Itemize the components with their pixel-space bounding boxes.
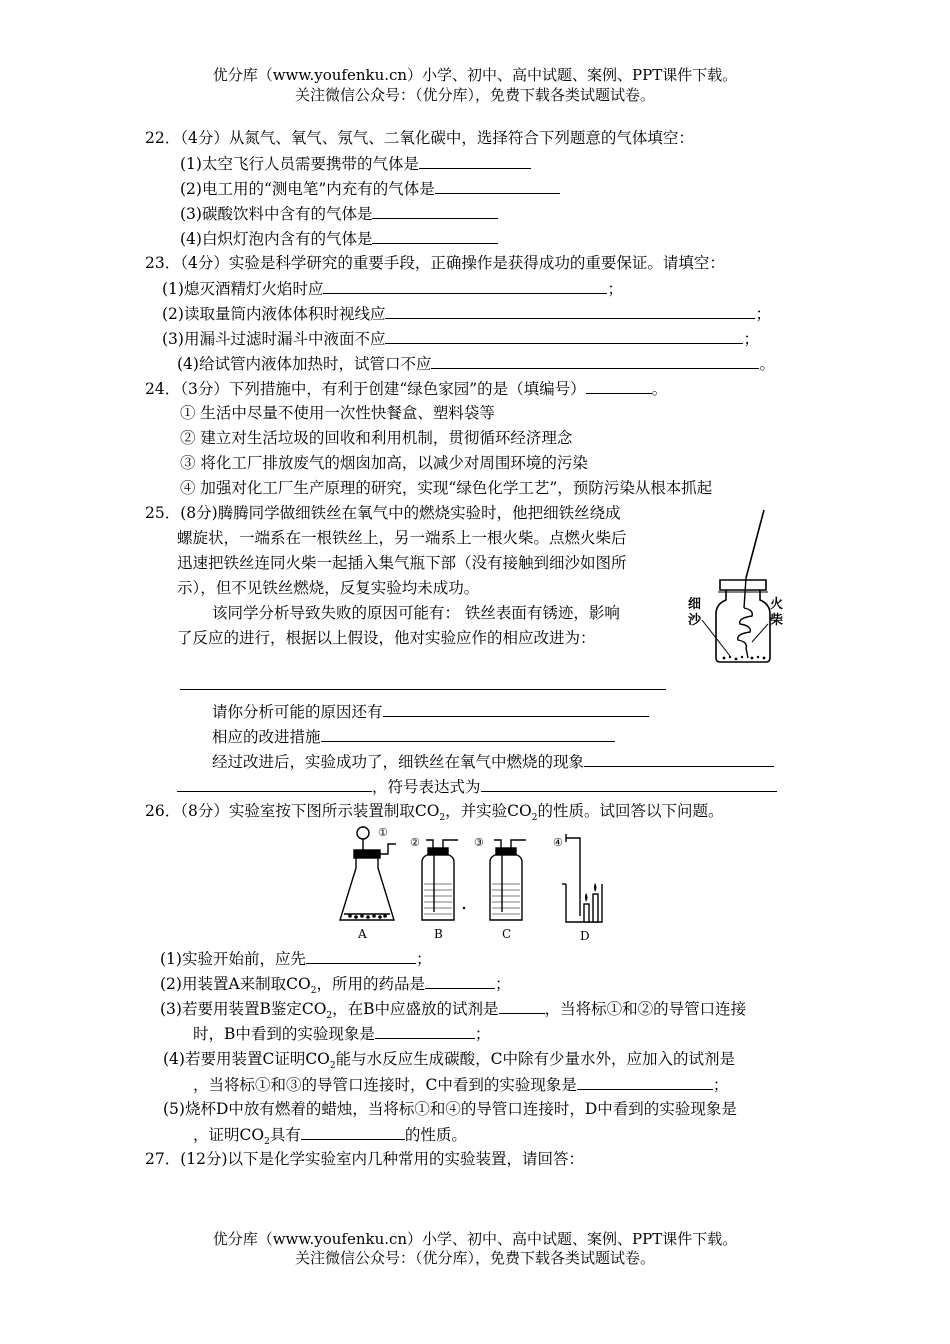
q26-stem-sub-1: 2 (439, 813, 446, 824)
q26-item-5: (5)烧杯D中放有燃着的蜡烛，当将标①和④的导管口连接时，D中看到的实验现象是 (163, 1100, 737, 1118)
port-1-label: ① (378, 826, 388, 839)
q25-line-5: 该同学分析导致失败的原因可能有： 铁丝表面有锈迹，影响 (212, 604, 620, 622)
q26-item-5-cont (193, 1124, 467, 1152)
q23-item-2-text: (2)读取量筒内液体体积时视线应 (162, 305, 386, 323)
q26-item-4-cont (193, 1074, 728, 1095)
q22-blank-4[interactable] (372, 228, 498, 244)
q23-item-4 (177, 353, 775, 374)
apparatus-c-label: C (502, 927, 512, 941)
port-2-label: ② (410, 836, 420, 849)
q25-line-3: 迅速把铁丝连同火柴一起插入集气瓶下部（没有接触到细沙如图所 (177, 554, 627, 572)
q22-item-4 (180, 228, 498, 249)
q23-blank-1[interactable] (323, 278, 607, 294)
q26-blank-5[interactable] (301, 1124, 405, 1140)
q23-item-1-text: (1)熄灭酒精灯火焰时应 (162, 280, 324, 298)
q26-item-1 (160, 948, 431, 969)
flask-a-icon (340, 827, 396, 920)
q26-item-3-semicolon: ； (474, 1025, 491, 1043)
gas-jar-icon (716, 510, 770, 662)
q26-item-5-sub: 2 (264, 1137, 270, 1148)
q26-item-3-sub: 2 (326, 1011, 333, 1022)
q22-item-1-text: (1)太空飞行人员需要携带的气体是 (180, 155, 419, 173)
q24-stem-end: 。 (651, 380, 668, 398)
q25-measure-blank[interactable] (321, 726, 615, 742)
apparatus-d-label: D (580, 929, 590, 943)
apparatus-b-label: B (434, 927, 443, 941)
q25-line-1: 25．(8分)腾腾同学做细铁丝在氧气中的燃烧实验时，他把细铁丝绕成 (145, 504, 621, 522)
iron-wire-figure (686, 508, 786, 668)
q23-stem: 23．（4分）实验是科学研究的重要手段，正确操作是获得成功的重要保证。请填空： (145, 254, 725, 272)
q23-item-3-text: (3)用漏斗过滤时漏斗中液面不应 (162, 330, 386, 348)
q26-item-4-text-b: 能与水反应生成碳酸，C中除有少量水外，应加入的试剂是 (335, 1050, 735, 1068)
q26-item-3 (160, 998, 746, 1026)
q26-blank-3b[interactable] (375, 1023, 475, 1039)
q25-measure (212, 726, 615, 747)
q24-blank[interactable] (586, 378, 652, 394)
q26-item-4-sub: 2 (329, 1061, 336, 1072)
q22-item-3-text: (3)碳酸饮料中含有的气体是 (180, 205, 373, 223)
q24-option-1: ① 生活中尽量不使用一次性快餐盒、塑料袋等 (180, 404, 495, 422)
q25-reason (212, 701, 649, 722)
apparatus-a-label: A (358, 927, 367, 941)
q26-item-4-text-a: (4)若要用装置C证明CO (163, 1050, 330, 1068)
port-3-label: ③ (474, 836, 484, 849)
q27-stem: 27．(12分)以下是化学实验室内几种常用的实验装置，请回答： (145, 1150, 585, 1168)
q22-stem: 22．（4分）从氮气、氧气、氖气、二氧化碳中，选择符合下列题意的气体填空： (145, 129, 694, 147)
match-label-2: 柴 (770, 613, 784, 628)
q25-formula (177, 776, 777, 797)
sand-icon (723, 656, 766, 661)
q26-item-5-text-d: 的性质。 (404, 1126, 467, 1144)
q22-blank-3[interactable] (372, 203, 498, 219)
q22-item-4-text: (4)白炽灯泡内含有的气体是 (180, 230, 373, 248)
q25-line-2: 螺旋状，一端系在一根铁丝上，另一端系上一根火柴。点燃火柴后 (177, 529, 627, 547)
q22-item-1 (180, 153, 531, 174)
q23-blank-3[interactable] (385, 328, 743, 344)
beaker-d-icon (562, 834, 602, 922)
q26-item-3-text-c: ，当将标①和②的导管口连接 (544, 1000, 747, 1018)
q26-item-4-text-c: ，当将标①和③的导管口连接时，C中看到的实验现象是 (193, 1076, 577, 1094)
q26-stem-b: ，并实验CO (445, 802, 532, 820)
q26-item-2-sub: 2 (310, 986, 317, 997)
q23-item-3-semicolon: ； (743, 330, 759, 348)
separator-dot (463, 907, 465, 909)
header-line-1: 优分库（www.youfenku.cn）小学、初中、高中试题、案例、PPT课件下载。 (212, 66, 738, 84)
q25-phenomenon-blank-2[interactable] (177, 776, 372, 792)
footer-line-1: 优分库（www.youfenku.cn）小学、初中、高中试题、案例、PPT课件下载。 (212, 1230, 738, 1248)
q24-stem (145, 378, 667, 399)
q26-blank-2[interactable] (425, 973, 495, 989)
q23-blank-4[interactable] (431, 353, 759, 369)
q22-blank-2[interactable] (435, 178, 560, 194)
q26-blank-3a[interactable] (499, 998, 545, 1014)
q25-formula-blank[interactable] (481, 776, 777, 792)
q23-item-3 (162, 328, 759, 349)
q24-option-3: ③ 将化工厂排放废气的烟囱加高，以减少对周围环境的污染 (180, 454, 588, 472)
q23-item-2 (162, 303, 771, 324)
sand-label-2: 沙 (688, 613, 702, 628)
q25-formula-text: ，符号表达式为 (372, 778, 481, 796)
q26-stem-a: 26．（8分）实验室按下图所示装置制取CO (145, 802, 440, 820)
q25-improvement-blank[interactable] (180, 689, 666, 690)
q23-item-1 (162, 278, 623, 299)
q26-item-2-text-a: (2)用装置A来制取CO (160, 975, 311, 993)
q25-line-4: 示），但不见铁丝燃烧，反复实验均未成功。 (177, 579, 480, 597)
q24-stem-text: 24．（3分）下列措施中，有利于创建“绿色家园”的是（填编号） (145, 380, 586, 398)
q26-item-3-cont (193, 1023, 490, 1044)
header-line-2: 关注微信公众号：（优分库），免费下载各类试题试卷。 (294, 86, 655, 104)
q23-item-2-semicolon: ； (755, 305, 771, 323)
q25-line-6: 了反应的进行，根据以上假设，他对实验应作的相应改进为： (177, 629, 596, 647)
q26-item-3-text-d: 时，B中看到的实验现象是 (193, 1025, 375, 1043)
q23-item-1-semicolon: ； (607, 280, 623, 298)
q26-item-2-semicolon: ； (494, 975, 511, 993)
q24-option-4: ④ 加强对化工厂生产原理的研究，实现“绿色化学工艺”，预防污染从根本抓起 (180, 479, 713, 497)
match-label-1: 火 (770, 597, 784, 612)
q26-item-4 (163, 1049, 735, 1076)
q25-measure-text: 相应的改进措施 (212, 728, 321, 746)
match-pointer-line (752, 624, 768, 642)
q25-reason-blank[interactable] (383, 701, 649, 717)
co2-apparatus-figure (330, 820, 620, 944)
q22-blank-1[interactable] (419, 153, 531, 169)
q22-item-2-text: (2)电工用的“测电笔”内充有的气体是 (180, 180, 435, 198)
q26-item-3-text-a: (3)若要用装置B鉴定CO (160, 1000, 327, 1018)
q26-item-1-text: (1)实验开始前，应先 (160, 950, 306, 968)
q25-phenomenon-blank[interactable] (584, 751, 774, 767)
q26-item-3-text-b: ，在B中应盛放的试剂是 (332, 1000, 499, 1018)
q22-item-2 (180, 178, 560, 199)
port-4-label: ④ (553, 836, 563, 849)
q25-result-text: 经过改进后，实验成功了，细铁丝在氧气中燃烧的现象 (212, 753, 585, 771)
q25-reason-text: 请你分析可能的原因还有 (212, 703, 383, 721)
q23-item-4-text: (4)给试管内液体加热时，试管口不应 (177, 355, 432, 373)
q26-stem-sub-2: 2 (531, 813, 538, 824)
q23-blank-2[interactable] (385, 303, 755, 319)
q23-item-4-period: 。 (759, 355, 775, 373)
q26-item-1-semicolon: ； (415, 950, 432, 968)
q26-item-4-semicolon: ； (712, 1076, 729, 1094)
q22-item-3 (180, 203, 498, 224)
q26-item-5-text-c: 具有 (269, 1126, 301, 1144)
footer-line-2: 关注微信公众号：（优分库），免费下载各类试题试卷。 (294, 1249, 655, 1267)
q26-item-2-text-b: ，所用的药品是 (316, 975, 425, 993)
q26-item-2 (160, 973, 510, 1001)
q26-stem-c: 的性质。试回答以下问题。 (537, 802, 724, 820)
sand-label-1: 细 (688, 597, 702, 612)
q26-blank-4[interactable] (577, 1074, 713, 1090)
q25-result (212, 751, 774, 772)
q26-item-5-text-b: ，证明CO (193, 1126, 265, 1144)
q26-blank-1[interactable] (306, 948, 416, 964)
q24-option-2: ② 建立对生活垃圾的回收和利用机制，贯彻循环经济理念 (180, 429, 573, 447)
